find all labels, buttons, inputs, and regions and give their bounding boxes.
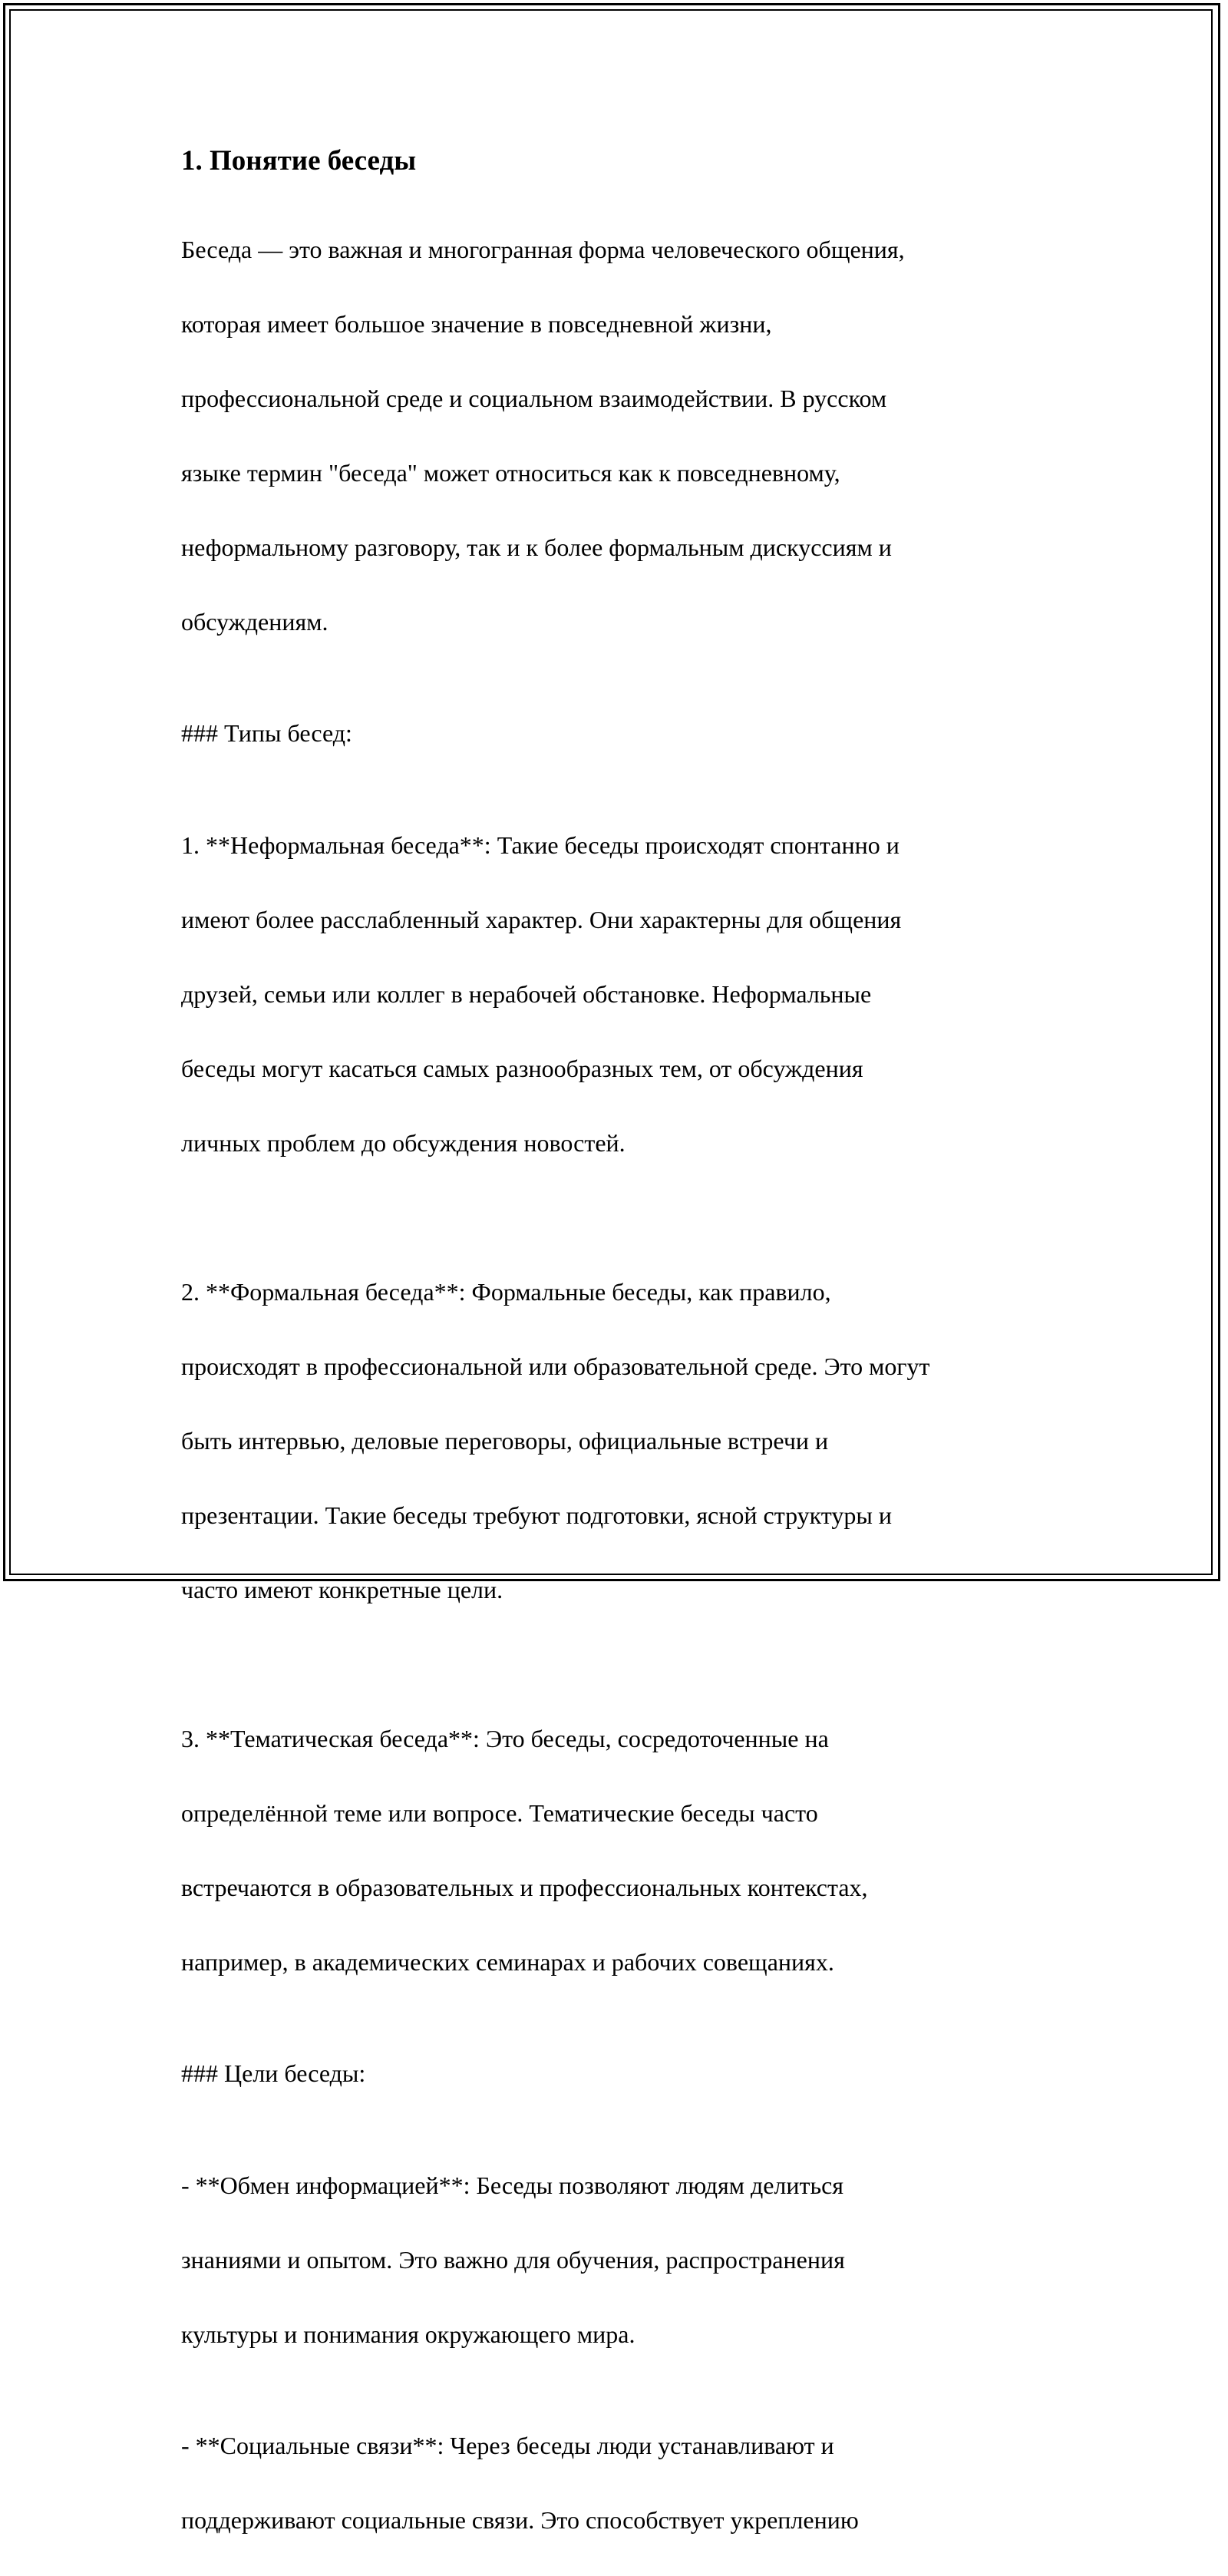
text-line: знаниями и опытом. Это важно для обучения, распространения: [181, 2241, 1087, 2279]
type-item-formal: [181, 1236, 1087, 1646]
document-body: [181, 143, 1087, 2576]
text-line: беседы могут касаться самых разнообразных тем, от обсуждения: [181, 1050, 1087, 1088]
intro-paragraph: [181, 193, 1087, 678]
text-line: 1. **Неформальная беседа**: Такие беседы происходят спонтанно и: [181, 827, 1087, 864]
text-line: презентации. Такие беседы требуют подготовки, ясной структуры и: [181, 1497, 1087, 1534]
text-line: часто имеют конкретные цели.: [181, 1571, 1087, 1609]
text-line: друзей, семьи или коллег в нерабочей обстановке. Неформальные: [181, 976, 1087, 1013]
text-line: определённой теме или вопросе. Тематические беседы часто: [181, 1795, 1087, 1832]
text-line: языке термин "беседа" может относиться как к повседневному,: [181, 454, 1087, 492]
text-line: 2. **Формальная беседа**: Формальные беседы, как правило,: [181, 1273, 1087, 1311]
text-line: имеют более расслабленный характер. Они характерны для общения: [181, 901, 1087, 939]
text-line: 3. **Тематическая беседа**: Это беседы, сосредоточенные на: [181, 1720, 1087, 1758]
text-line: культуры и понимания окружающего мира.: [181, 2316, 1087, 2353]
text-line: - **Обмен информацией**: Беседы позволяют людям делиться: [181, 2167, 1087, 2204]
text-line: Беседа — это важная и многогранная форма человеческого общения,: [181, 231, 1087, 269]
text-line: быть интервью, деловые переговоры, официальные встречи и: [181, 1422, 1087, 1460]
goal-item-information: [181, 2129, 1087, 2390]
text-line: которая имеет большое значение в повседневной жизни,: [181, 305, 1087, 343]
text-line: личных проблем до обсуждения новостей.: [181, 1125, 1087, 1162]
text-line: - **Социальные связи**: Через беседы люди устанавливают и: [181, 2427, 1087, 2465]
goal-item-social: [181, 2390, 1087, 2576]
type-item-thematic: [181, 1683, 1087, 2018]
type-item-informal: [181, 789, 1087, 1199]
document-title: 1. Понятие беседы: [181, 143, 1087, 180]
text-line: неформальному разговору, так и к более формальным дискуссиям и: [181, 529, 1087, 566]
text-line: происходят в профессиональной или образовательной среде. Это могут: [181, 1348, 1087, 1385]
text-line: обсуждениям.: [181, 603, 1087, 641]
text-line: профессиональной среде и социальном взаимодействии. В русском: [181, 380, 1087, 418]
text-line: например, в академических семинарах и рабочих совещаниях.: [181, 1944, 1087, 1981]
text-line: встречаются в образовательных и профессиональных контекстах,: [181, 1869, 1087, 1907]
goals-heading: ### Цели беседы:: [181, 2055, 1087, 2092]
text-line: поддерживают социальные связи. Это способствует укреплению: [181, 2502, 1087, 2539]
types-heading: ### Типы бесед:: [181, 715, 1087, 752]
